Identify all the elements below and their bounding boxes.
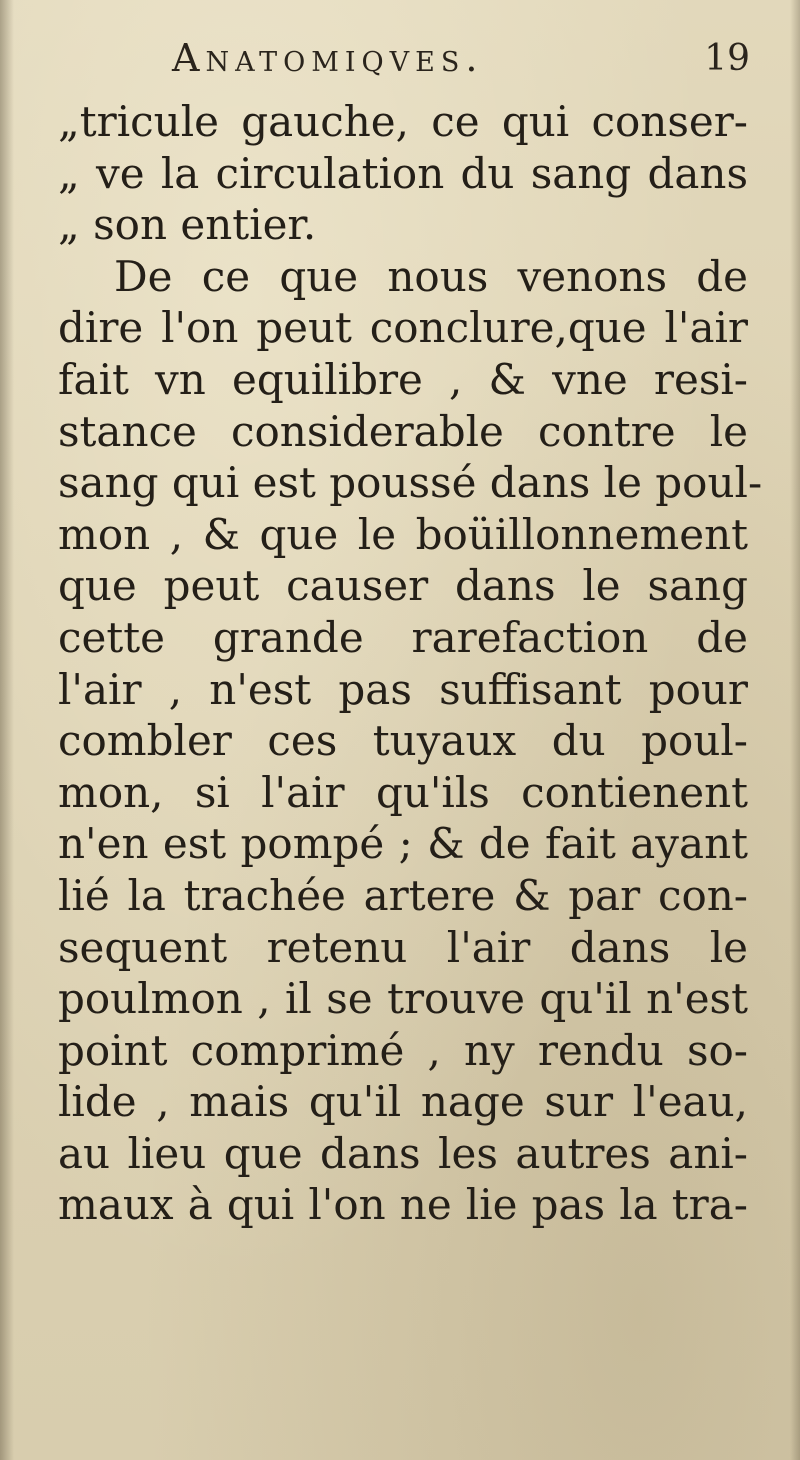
text-line: dire l'on peut conclure,que l'air xyxy=(58,303,748,353)
paragraph-start-line: De ce que nous venons de xyxy=(114,251,748,301)
text-line: cette grande rarefaction de xyxy=(58,612,748,662)
text-line: n'en est pompé ; & de fait ayant xyxy=(58,819,748,869)
text-line: „ ve la circulation du sang dans xyxy=(58,148,748,198)
text-line: au lieu que dans les autres ani- xyxy=(58,1128,748,1178)
text-line: lide , mais qu'il nage sur l'eau, xyxy=(58,1077,748,1127)
text-line: que peut causer dans le sang xyxy=(58,561,748,611)
text-line: poulmon , il se trouve qu'il n'est xyxy=(58,974,748,1024)
text-line: sang qui est poussé dans le poul- xyxy=(58,458,763,508)
text-line: combler ces tuyaux du poul- xyxy=(58,716,748,766)
text-line: sequent retenu l'air dans le xyxy=(58,922,748,972)
text-line: maux à qui l'on ne lie pas la tra- xyxy=(58,1180,748,1230)
text-line: fait vn equilibre , & vne resi- xyxy=(58,354,748,404)
body-text xyxy=(58,96,763,1231)
text-line: stance considerable contre le xyxy=(58,406,748,456)
page-number: 19 xyxy=(704,38,750,79)
text-line: mon , & que le boüillonnement xyxy=(58,509,748,559)
text-line: l'air , n'est pas suffisant pour xyxy=(58,664,748,714)
text-line: lié la trachée artere & par con- xyxy=(58,870,748,920)
text-line: „tricule gauche, ce qui conser- xyxy=(58,97,748,146)
running-head: Anatomiqves. xyxy=(172,36,484,80)
page-header xyxy=(60,36,760,86)
text-line: mon, si l'air qu'ils contienent xyxy=(58,767,748,817)
text-line: point comprimé , ny rendu so- xyxy=(58,1025,748,1075)
text-line: „ son entier. xyxy=(58,200,317,250)
